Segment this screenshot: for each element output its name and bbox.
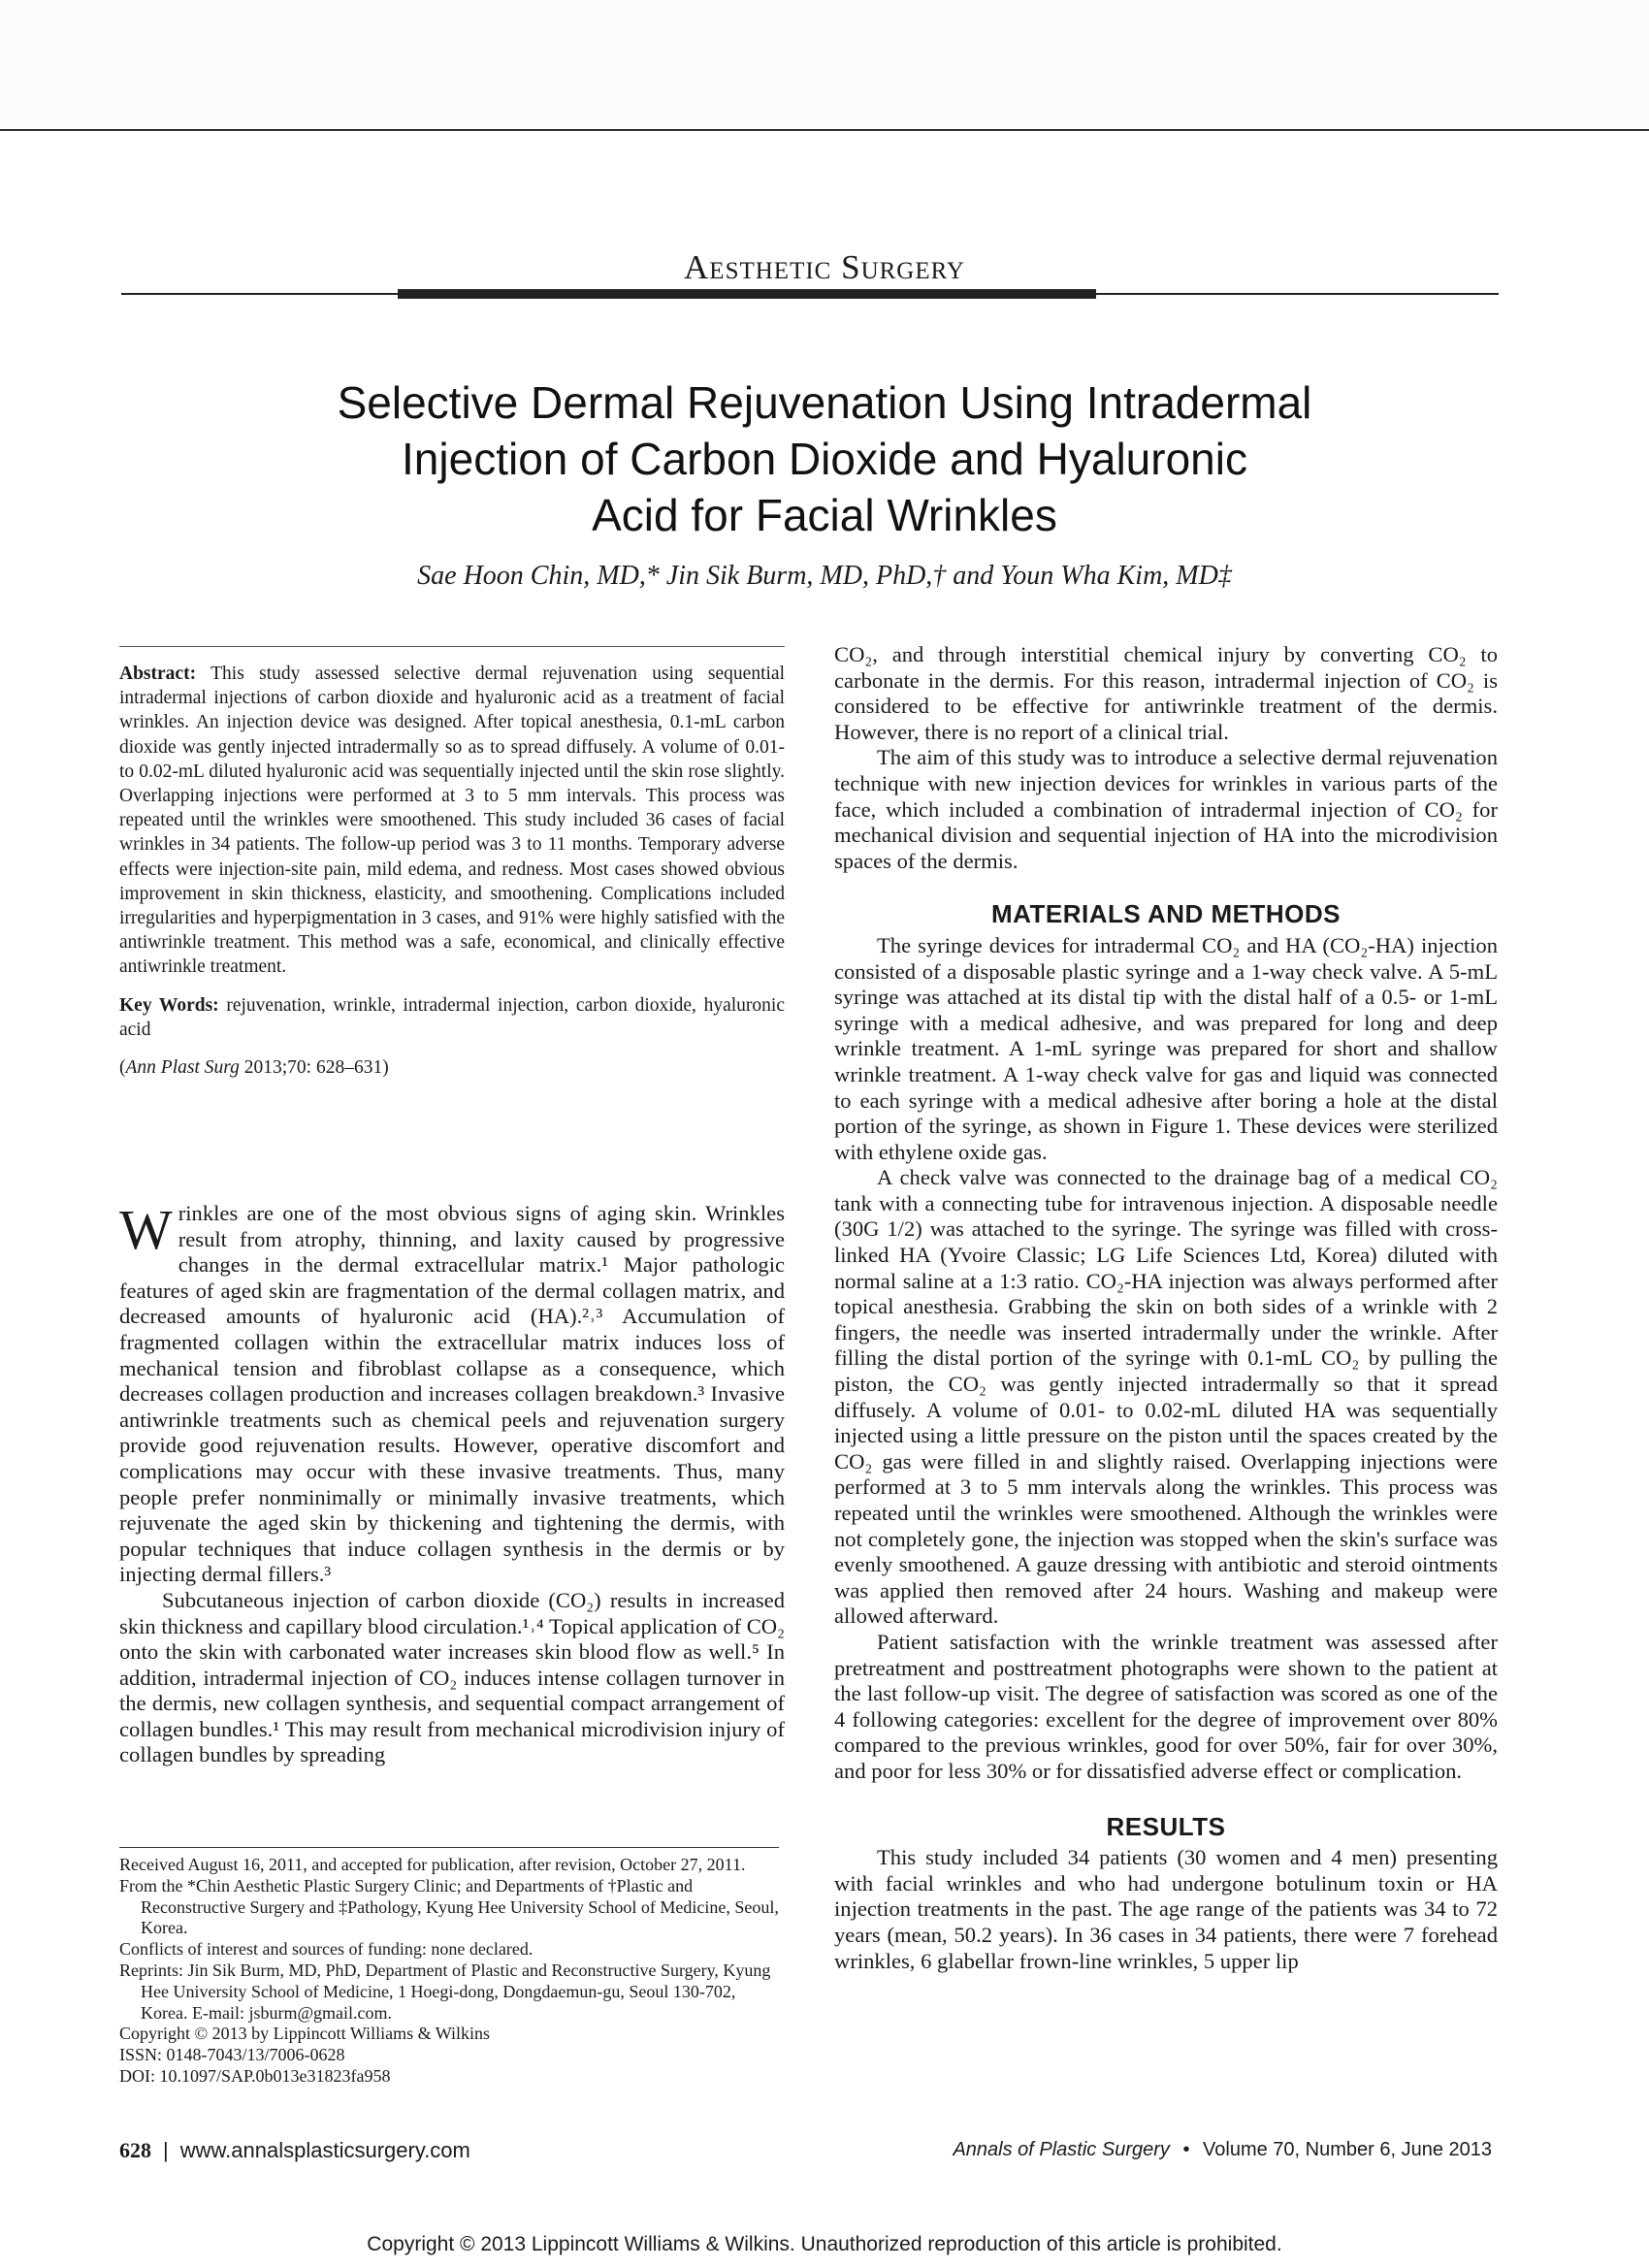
intro-paragraph-1 [119, 1198, 785, 1588]
author-list: Sae Hoon Chin, MD,* Jin Sik Burm, MD, PhD,† and Youn Wha Kim, MD‡ [417, 561, 1232, 591]
article-title [146, 374, 1504, 543]
footnote-reprints: Reprints: Jin Sik Burm, MD, PhD, Department of Plastic and Reconstructive Surgery, Kyung Hee University School of Medicine, 1 Hoegi-dong, Dongdaemun-gu, Seoul 130-702, Korea. E-mail: jsburm@gmail.com. [119, 1960, 771, 2023]
intro-paragraph-1-text: rinkles are one of the most obvious signs of aging skin. Wrinkles result from atrophy, thinning, and laxity caused by progressive changes in the dermal extracellular matrix.¹ Major pathologic features of aged skin are fragmentation of the dermal collagen matrix, and decreased amounts of hyaluronic acid (HA).²˒³ Accumulation of fragmented collagen within the extracellular matrix induces loss of mechanical tension and fibroblast collapse as a consequence, which decreases collagen production and increases collagen breakdown.³ Invasive antiwrinkle treatments such as chemical peels and rejuvenation surgery provide good rejuvenation results. However, operative discomfort and complications may occur with these invasive treatments. Thus, many people prefer nonminimally or minimally invasive treatments, which rejuvenate the aged skin by thickening and tightening the dermis, with popular techniques that induce collagen synthesis in the dermis or by injecting dermal fillers.³ [119, 1201, 785, 1587]
results-paragraph: This study included 34 patients (30 women and 4 men) presenting with facial wrinkles and who had undergone botulinum toxin or HA injection treatments in the past. The age range of the patients was 34 to 72 years (mean, 50.2 years). In 36 cases in 34 patients, there were 7 forehead wrinkles, 6 glabellar frown-line wrinkles, 5 upper lip [834, 1845, 1498, 1973]
footer-separator: | [163, 2138, 169, 2162]
footnote-received: Received August 16, 2011, and accepted for publication, after revision, October 27, 2011. [119, 1855, 746, 1874]
abstract-label: Abstract: [119, 664, 197, 684]
abstract-block [119, 662, 785, 1093]
scan-margin [0, 0, 1649, 131]
methods-paragraph: The syringe devices for intradermal CO₂ and HA (CO₂-HA) injection consisted of a disposable plastic syringe and a 1-way check valve. A 5-mL syringe was attached at its distal tip with the distal half of a 0.5- or 1-mL syringe with a medical adhesive, and was prepared for long and deep wrinkle treatment. A 1-mL syringe was prepared for short and shallow wrinkle treatment. A 1-way check valve for gas and liquid was connected to each syringe with a medical adhesive after boring a hole at the distal portion of the syringe, as shown in Figure 1. These devices were sterilized with ethylene oxide gas. [834, 932, 1498, 1164]
footnote-doi: DOI: 10.1097/SAP.0b013e31823fa958 [119, 2065, 391, 2086]
footer-bullet: • [1182, 2139, 1190, 2160]
copyright-notice: Copyright © 2013 Lippincott Williams & Wilkins. Unauthorized reproduction of this article is prohibited. [367, 2233, 1282, 2255]
drop-cap: W [119, 1198, 173, 1261]
methods-heading: MATERIALS AND METHODS [990, 899, 1342, 929]
page-number: 628 [119, 2138, 151, 2162]
footnote-conflicts: Conflicts of interest and sources of funding: none declared. [119, 1939, 534, 1960]
journal-website-link[interactable]: www.annalsplasticsurgery.com [179, 2138, 470, 2162]
methods-paragraph: A check valve was connected to the drainage bag of a medical CO₂ tank with a connecting tube for intravenous injection. A disposable needle (30G 1/2) was attached to the syringe. The syringe was filled with cross-linked HA (Yvoire Classic; LG Life Sciences Ltd, Korea) diluted with normal saline at a 1:3 ratio. CO₂-HA injection was always performed after topical anesthesia. Grabbing the skin on both sides of a wrinkle with 2 fingers, the needle was inserted intradermally under the wrinkle. After filling the distal portion of the syringe with 0.1-mL CO₂ by pulling the piston, the CO₂ was gently injected intradermally so that it spread diffusely. A volume of 0.01- to 0.02-mL diluted HA was sequentially injected using a little pressure on the piston until the spaces created by the CO₂ gas were filled in and slightly raised. Overlapping injections were performed at 3 to 5 mm intervals along the wrinkles. This process was repeated until the wrinkles were smoothened. Although the wrinkles were not completely gone, the injection was stopped when the skin's surface was evenly smoothened. A gauze dressing with antibiotic and steroid ointments was applied then removed after 24 hours. Washing and makeup were allowed afterward. [834, 1165, 1498, 1629]
footnotes [119, 1855, 785, 2088]
right-column [834, 642, 1498, 1974]
abstract-rule [119, 646, 785, 647]
methods-paragraph: Patient satisfaction with the wrinkle treatment was assessed after pretreatment and posttreatment photographs were shown to the patient at the last follow-up visit. The degree of satisfaction was scored as one of the 4 following categories: excellent for the degree of improvement over 80% compared to the previous wrinkles, good for over 50%, fair for over 30%, and poor for less 30% or for dissatisfied adverse effect or complication. [834, 1629, 1498, 1783]
title-line: Acid for Facial Wrinkles [592, 490, 1057, 540]
keywords-paragraph [119, 993, 785, 1042]
section-tag: Aesthetic Surgery [684, 248, 965, 286]
keywords-label: Key Words: [119, 994, 219, 1016]
footnote-issn: ISSN: 0148-7043/13/7006-0628 [119, 2045, 345, 2065]
citation-journal: Ann Plast Surg [125, 1057, 240, 1079]
abstract-paragraph [119, 662, 785, 980]
journal-volume: Volume 70, Number 6, June 2013 [1203, 2139, 1492, 2160]
title-line: Injection of Carbon Dioxide and Hyaluronic [402, 434, 1247, 484]
footnote-affiliations: From the *Chin Aesthetic Plastic Surgery Clinic; and Departments of †Plastic and Reconstructive Surgery and ‡Pathology, Kyung Hee University School of Medicine, Seoul, Korea. [119, 1875, 779, 1938]
footnote-copyright: Copyright © 2013 by Lippincott Williams & Wilkins [119, 2024, 491, 2044]
intro-left-column [119, 1198, 785, 1768]
intro-paragraph-2: Subcutaneous injection of carbon dioxide (CO₂) results in increased skin thickness and capillary blood circulation.¹˒⁴ Topical application of CO₂ onto the skin with carbonated water increases skin blood flow as well.⁵ In addition, intradermal injection of CO₂ induces intense collagen turnover in the dermis, new collagen synthesis, and sequential compact arrangement of collagen bundles.¹ This may result from mechanical microdivision injury of collagen bundles by spreading [119, 1587, 785, 1767]
header-rule-thick [398, 289, 1096, 299]
keywords-text: rejuvenation, wrinkle, intradermal injection, carbon dioxide, hyaluronic acid [119, 994, 786, 1040]
intro-paragraph-3: The aim of this study was to introduce a selective dermal rejuvenation technique with new injection devices for wrinkles in various parts of the face, which included a combination of intradermal injection of CO₂ for mechanical division and sequential injection of HA into the microdivision spaces of the dermis. [834, 745, 1498, 873]
page-footer-right [953, 2139, 1492, 2161]
title-line: Selective Dermal Rejuvenation Using Intradermal [337, 377, 1312, 428]
citation: (Ann Plast Surg 2013;70: 628–631) [119, 1057, 389, 1079]
abstract-text: This study assessed selective dermal rejuvenation using sequential intradermal injections of carbon dioxide and hyaluronic acid as a treatment of facial wrinkles. An injection device was designed. After topical anesthesia, 0.1-mL carbon dioxide was gently injected intradermally so as to spread diffusely. A volume of 0.01- to 0.02-mL diluted hyaluronic acid was sequentially injected until the skin rose slightly. Overlapping injections were performed at 3 to 5 mm intervals. This process was repeated until the wrinkles were smoothened. This study included 36 cases of facial wrinkles in 34 patients. The follow-up period was 3 to 11 months. Temporary adverse effects were injection-site pain, mild edema, and redness. Most cases showed obvious improvement in skin thickness, elasticity, and smoothening. Complications included irregularities and hyperpigmentation in 3 cases, and 91% were highly satisfied with the antiwrinkle treatment. This method was a safe, economical, and clinically effective antiwrinkle treatment. [119, 664, 785, 978]
citation-details: 2013;70: 628–631) [243, 1057, 389, 1079]
journal-name: Annals of Plastic Surgery [953, 2139, 1170, 2160]
footnote-rule [119, 1847, 779, 1848]
page-footer-left [119, 2138, 470, 2163]
results-heading: RESULTS [1106, 1811, 1226, 1841]
intro-paragraph-2-continued: CO₂, and through interstitial chemical injury by converting CO₂ to carbonate in the dermis. For this reason, intradermal injection of CO₂ is considered to be effective for antiwrinkle treatment of the dermis. However, there is no report of a clinical trial. [834, 642, 1498, 744]
